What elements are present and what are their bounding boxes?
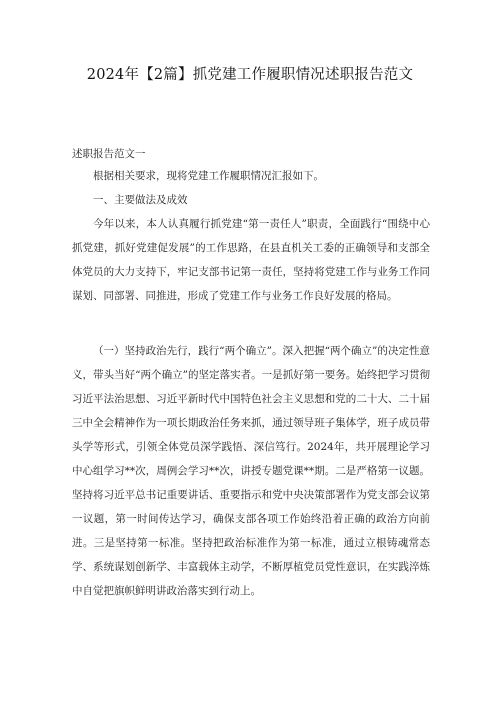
subheading-paragraph: 一、主要做法及成效 <box>93 194 188 206</box>
intro-paragraph: 根据相关要求，现将党建工作履职情况汇报如下。 <box>93 170 324 182</box>
document-title: 2024年【2篇】抓党建工作履职情况述职报告范文 <box>86 67 414 83</box>
section-heading: 述职报告范文一 <box>72 148 146 160</box>
body-paragraph-1: 今年以来，本人认真履行抓党建“第一责任人”职责，全面践行“围绕中心抓党建，抓好党建促发展”的工作思路，在县直机关工委的正确领导和支部全体党员的大力支持下，牢记支部书记第一责任，坚持将党建工作与业务工作同谋划、同部署、同推进，形成了党建工作与业务工作良好发展的格局。 <box>72 218 430 302</box>
body-paragraph-2: （一）坚持政治先行，践行“两个确立”。深入把握“两个确立”的决定性意义，带头当好“两个确立”的坚定落实者。一是抓好第一要务。始终把学习贯彻习近平法治思想、习近平新时代中国特色社会主义思想和党的二十大、二十届三中全会精神作为一项长期政治任务来抓，通过领导班子集体学，班子成员带头学等形式，引领全体党员深学践悟、深信笃行。2024年，共开展理论学习中心组学习**次，周例会学习**次，讲授专题党课**期。二是严格第一议题。坚持将习近平总书记重要讲话、重要指示和党中央决策部署作为党支部会议第一议题，第一时间传达学习，确保支部各项工作始终沿着正确的政治方向前进。三是坚持第一标准。坚持把政治标准作为第一标准，通过立根铸魂常态学、系统谋划创新学、丰富载体主动学，不断厚植党员党性意识，在实践淬炼中自觉把旗帜鲜明讲政治落实到行动上。 <box>72 345 430 597</box>
